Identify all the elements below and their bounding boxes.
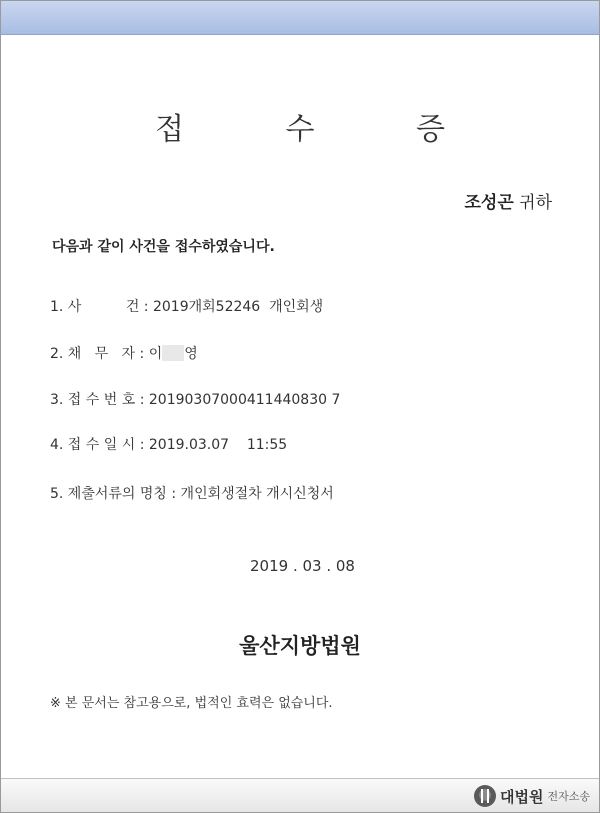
recipient-name: 조성곤 <box>464 193 514 213</box>
document-title: 접 수 증 <box>154 112 491 147</box>
item-value: 개인회생절차 개시신청서 <box>180 486 334 502</box>
redacted-block <box>162 345 184 361</box>
recipient-suffix: 귀하 <box>513 193 552 213</box>
item-document-name <box>50 483 334 503</box>
logo-main-text: 대법원 <box>500 787 544 806</box>
issue-date: 2019 . 03 . 08 <box>250 557 355 575</box>
item-value-suffix: 영 <box>184 346 198 362</box>
intro-text: 다음과 같이 사건을 접수하였습니다. <box>52 239 275 255</box>
item-receipt-number <box>50 389 340 409</box>
item-label: 1. 사 건 : <box>50 299 153 315</box>
item-value: 2019.03.07 11:55 <box>148 437 288 453</box>
court-name: 울산지방법원 <box>239 634 361 658</box>
item-label: 5. 제출서류의 명칭 : <box>50 486 181 502</box>
item-label: 3. 접 수 번 호 : <box>50 392 149 408</box>
item-label: 4. 접 수 일 시 : <box>50 437 149 453</box>
item-value-prefix: 이 <box>148 346 163 362</box>
notice-text: ※ 본 문서는 참고용으로, 법적인 효력은 없습니다. <box>50 696 333 711</box>
item-value: 2019개회52246 개인회생 <box>152 299 324 315</box>
window-top-bar <box>1 1 599 35</box>
item-receipt-datetime <box>50 434 287 454</box>
item-case <box>50 296 323 316</box>
footer-logo <box>474 784 590 808</box>
item-debtor <box>50 343 198 363</box>
supreme-court-emblem-icon <box>474 785 496 807</box>
item-label: 2. 채 무 자 : <box>50 346 149 362</box>
item-value: 20190307000411440830 7 <box>148 392 341 408</box>
recipient <box>464 188 552 213</box>
logo-sub-text: 전자소송 <box>547 790 590 803</box>
